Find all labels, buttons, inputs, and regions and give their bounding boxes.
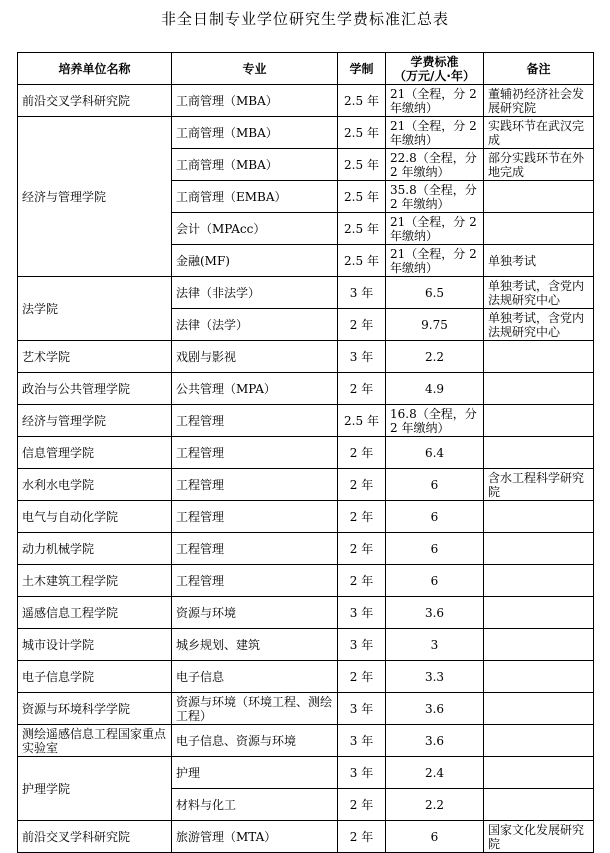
cell-major: 公共管理（MPA）	[172, 373, 338, 405]
cell-unit: 艺术学院	[18, 341, 172, 373]
cell-fee: 6	[386, 821, 484, 853]
table-row	[18, 597, 594, 629]
cell-duration: 2 年	[338, 821, 386, 853]
cell-fee: 4.9	[386, 373, 484, 405]
cell-fee: 2.2	[386, 789, 484, 821]
cell-fee: 2.4	[386, 757, 484, 789]
cell-major: 工商管理（MBA）	[172, 149, 338, 181]
cell-note	[484, 501, 594, 533]
cell-major: 电子信息	[172, 661, 338, 693]
cell-major: 法律（法学）	[172, 309, 338, 341]
cell-major: 工商管理（MBA）	[172, 117, 338, 149]
table-row	[18, 661, 594, 693]
cell-duration: 2.5 年	[338, 405, 386, 437]
table-row	[18, 405, 594, 437]
cell-note: 单独考试，含党内法规研究中心	[484, 309, 594, 341]
cell-note	[484, 565, 594, 597]
header-fee	[386, 53, 484, 85]
cell-fee: 21（全程，分 2 年缴纳）	[386, 117, 484, 149]
cell-major: 工商管理（MBA）	[172, 85, 338, 117]
cell-duration: 2 年	[338, 789, 386, 821]
cell-note	[484, 757, 594, 789]
cell-fee: 9.75	[386, 309, 484, 341]
cell-note: 实践环节在武汉完成	[484, 117, 594, 149]
table-row	[18, 85, 594, 117]
cell-note	[484, 597, 594, 629]
cell-fee: 21（全程，分 2 年缴纳）	[386, 245, 484, 277]
cell-note	[484, 629, 594, 661]
cell-note: 董辅礽经济社会发展研究院	[484, 85, 594, 117]
cell-note	[484, 437, 594, 469]
cell-duration: 2.5 年	[338, 85, 386, 117]
cell-unit: 资源与环境科学学院	[18, 693, 172, 725]
cell-note	[484, 213, 594, 245]
cell-major: 护理	[172, 757, 338, 789]
table-row	[18, 725, 594, 757]
cell-fee: 6	[386, 469, 484, 501]
cell-fee: 35.8（全程，分 2 年缴纳）	[386, 181, 484, 213]
cell-unit: 电气与自动化学院	[18, 501, 172, 533]
cell-duration: 2.5 年	[338, 149, 386, 181]
cell-fee: 6	[386, 565, 484, 597]
cell-major: 法律（非法学）	[172, 277, 338, 309]
cell-fee: 3.6	[386, 597, 484, 629]
header-row	[18, 53, 594, 85]
cell-unit: 法学院	[18, 277, 172, 341]
cell-note	[484, 693, 594, 725]
cell-fee: 6.5	[386, 277, 484, 309]
table-row	[18, 437, 594, 469]
cell-duration: 2 年	[338, 437, 386, 469]
cell-duration: 2 年	[338, 469, 386, 501]
header-fee-line2: （万元/人·年）	[394, 68, 475, 83]
cell-duration: 3 年	[338, 693, 386, 725]
cell-major: 工程管理	[172, 437, 338, 469]
table-row	[18, 757, 594, 789]
cell-unit: 前沿交叉学科研究院	[18, 85, 172, 117]
cell-fee: 16.8（全程，分 2 年缴纳）	[386, 405, 484, 437]
header-unit: 培养单位名称	[18, 53, 172, 85]
cell-duration: 3 年	[338, 277, 386, 309]
cell-duration: 3 年	[338, 597, 386, 629]
cell-unit: 电子信息学院	[18, 661, 172, 693]
cell-note: 部分实践环节在外地完成	[484, 149, 594, 181]
cell-duration: 2.5 年	[338, 181, 386, 213]
cell-unit: 政治与公共管理学院	[18, 373, 172, 405]
page-title: 非全日制专业学位研究生学费标准汇总表	[160, 10, 449, 28]
cell-major: 城乡规划、建筑	[172, 629, 338, 661]
cell-note: 国家文化发展研究院	[484, 821, 594, 853]
table-row	[18, 341, 594, 373]
cell-fee: 3.6	[386, 693, 484, 725]
cell-duration: 2 年	[338, 501, 386, 533]
table-row	[18, 277, 594, 309]
cell-note	[484, 341, 594, 373]
cell-fee: 3.3	[386, 661, 484, 693]
cell-major: 材料与化工	[172, 789, 338, 821]
cell-note	[484, 533, 594, 565]
cell-note	[484, 181, 594, 213]
cell-duration: 2.5 年	[338, 213, 386, 245]
table-row	[18, 373, 594, 405]
cell-unit: 水利水电学院	[18, 469, 172, 501]
cell-major: 资源与环境（环境工程、测绘工程）	[172, 693, 338, 725]
cell-major: 电子信息、资源与环境	[172, 725, 338, 757]
cell-note	[484, 789, 594, 821]
cell-major: 工程管理	[172, 565, 338, 597]
cell-major: 工商管理（EMBA）	[172, 181, 338, 213]
cell-fee: 3	[386, 629, 484, 661]
cell-unit: 护理学院	[18, 757, 172, 821]
cell-duration: 2 年	[338, 565, 386, 597]
cell-unit: 测绘遥感信息工程国家重点实验室	[18, 725, 172, 757]
cell-major: 戏剧与影视	[172, 341, 338, 373]
cell-note	[484, 405, 594, 437]
cell-duration: 2 年	[338, 533, 386, 565]
cell-major: 工程管理	[172, 501, 338, 533]
table-row	[18, 821, 594, 853]
cell-major: 金融(MF)	[172, 245, 338, 277]
cell-fee: 21（全程，分 2 年缴纳）	[386, 213, 484, 245]
cell-unit: 前沿交叉学科研究院	[18, 821, 172, 853]
cell-unit: 经济与管理学院	[18, 405, 172, 437]
table-row	[18, 117, 594, 149]
table-row	[18, 533, 594, 565]
cell-note: 单独考试	[484, 245, 594, 277]
cell-fee: 6	[386, 533, 484, 565]
cell-note: 含水工程科学研究院	[484, 469, 594, 501]
cell-duration: 3 年	[338, 757, 386, 789]
cell-duration: 3 年	[338, 725, 386, 757]
cell-unit: 动力机械学院	[18, 533, 172, 565]
cell-fee: 22.8（全程，分 2 年缴纳）	[386, 149, 484, 181]
cell-fee: 6.4	[386, 437, 484, 469]
cell-duration: 2.5 年	[338, 117, 386, 149]
header-note: 备注	[484, 53, 594, 85]
cell-major: 工程管理	[172, 469, 338, 501]
cell-note	[484, 661, 594, 693]
cell-fee: 3.6	[386, 725, 484, 757]
cell-duration: 2 年	[338, 373, 386, 405]
cell-major: 工程管理	[172, 533, 338, 565]
cell-major: 资源与环境	[172, 597, 338, 629]
cell-note	[484, 373, 594, 405]
table-row	[18, 501, 594, 533]
cell-major: 会计（MPAcc）	[172, 213, 338, 245]
table-row	[18, 565, 594, 597]
cell-duration: 2.5 年	[338, 245, 386, 277]
cell-fee: 21（全程，分 2 年缴纳）	[386, 85, 484, 117]
header-fee-line1: 学费标准	[410, 54, 459, 69]
cell-major: 旅游管理（MTA）	[172, 821, 338, 853]
fee-table	[17, 52, 594, 853]
cell-major: 工程管理	[172, 405, 338, 437]
cell-unit: 土木建筑工程学院	[18, 565, 172, 597]
cell-fee: 2.2	[386, 341, 484, 373]
header-major: 专业	[172, 53, 338, 85]
table-row	[18, 693, 594, 725]
cell-duration: 2 年	[338, 661, 386, 693]
cell-note	[484, 725, 594, 757]
cell-duration: 3 年	[338, 629, 386, 661]
cell-unit: 经济与管理学院	[18, 117, 172, 277]
cell-unit: 遥感信息工程学院	[18, 597, 172, 629]
cell-unit: 城市设计学院	[18, 629, 172, 661]
table-row	[18, 629, 594, 661]
table-row	[18, 469, 594, 501]
cell-fee: 6	[386, 501, 484, 533]
cell-unit: 信息管理学院	[18, 437, 172, 469]
header-duration: 学制	[338, 53, 386, 85]
cell-note: 单独考试，含党内法规研究中心	[484, 277, 594, 309]
cell-duration: 2 年	[338, 309, 386, 341]
cell-duration: 3 年	[338, 341, 386, 373]
table-body	[18, 85, 594, 853]
